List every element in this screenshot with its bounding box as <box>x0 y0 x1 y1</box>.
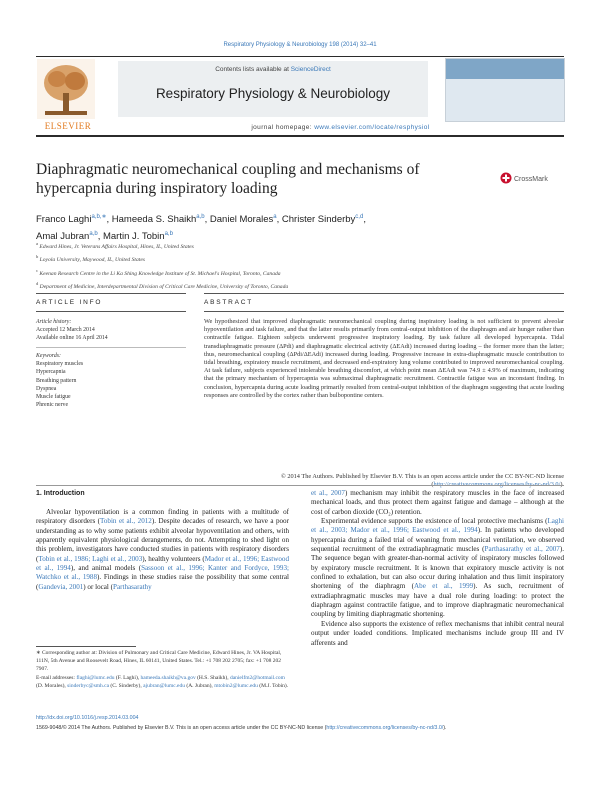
keywords-rule <box>36 347 186 348</box>
journal-homepage <box>118 124 563 131</box>
author-separator: , <box>106 214 112 226</box>
keyword: Dyspnea <box>36 385 57 392</box>
keyword: Muscle fatigue <box>36 394 71 401</box>
intro-paragraph-3 <box>311 620 564 648</box>
author-affiliation-marker[interactable]: a <box>273 214 277 220</box>
text-run: ). In patients who developed hypercapnia during a failed trial of weaning from mechanical ventilation, we observed sequential recruitment of the extradiaphragmatic muscles ( <box>311 526 564 554</box>
article-info-heading: ARTICLE INFO <box>36 299 103 306</box>
email-link[interactable]: mtobin2@lumc.edu <box>214 682 258 689</box>
keywords-block <box>36 352 176 409</box>
doi-link[interactable]: http://dx.doi.org/10.1016/j.resp.2014.03.004 <box>36 715 139 721</box>
keywords-label: Keywords: <box>36 353 61 359</box>
elsevier-tree-logo <box>37 59 95 119</box>
text-run: ) mechanism may inhibit the respiratory muscles in the face of increased mechanical loads, and thus protect them against fatigue and damage – although at the cost of carbon dioxide (CO₂) retention. <box>311 489 565 516</box>
email-link[interactable]: danielfm2@hotmail.com <box>229 674 285 681</box>
citation-link[interactable]: Sassoon et al., 1996; Kanter and Fordyce, 1993; Watchko et al., 1988 <box>36 564 289 582</box>
email-link[interactable]: flaghi@lumc.edu <box>76 674 115 681</box>
journal-cover-image <box>445 58 565 122</box>
email-link[interactable]: hameeda.shaikh@va.gov <box>140 674 196 681</box>
corresponding-author-note: ∗ Corresponding author at: Division of Pulmonary and Critical Care Medicine, Edward Hines, Jr. VA Hospital, 111N, 5th Avenue and Roosevelt Road, Hines, IL 60141, United States. Tel.: +1 708 202 2705; fax: +1 708 202 7907. <box>36 650 282 673</box>
abstract-license <box>204 473 564 489</box>
abstract-text: We hypothesized that improved diaphragmatic neuromechanical coupling during inspiratory loading is not sufficient to prevent alveolar hypoventilation and task failure, and that the latter results primarily from central-output inhibition of the diaphragm and air hunger rather than contractile fatigue. Eighteen subjects underwent progressive inspiratory loading. By task failure all developed hypercapnia. Tidal transdiaphragmatic pressure (ΔPdi) and diaphragmatic electrical activity (ΔEAdi) increased during loading – the former more than the latter; thus, neuromechanical coupling (ΔPdi/ΔEAdi) increased during loading. Progressive increase in extra-diaphragmatic muscle contribution to tidal breathing, expiratory muscle recruitment, and decreased end-expiratory lung volume contributed to improved neuromechanical coupling. At task failure, subjects experienced intolerable breathing discomfort, at which point mean ΔEAdi was 74.9 ± 4.9% of maximum, indicating that the primary mechanism of hypercapnia was submaximal diaphragmatic recruitment. Contractile fatigue was an inconstant finding. In conclusion, hypercapnia during acute loading primarily resulted from central-output inhibition of the diaphragm suggesting that acute loading responses are controlled by the cortex rather than bulbopontine centers. <box>204 318 564 399</box>
text-run: ) or local ( <box>83 582 114 591</box>
text-run: ), healthy volunteers ( <box>142 554 205 563</box>
affiliation-text: Keenan Research Centre in the Li Ka Shing Knowledge Institute of St. Michael's Hospital, Toronto, Canada <box>38 270 281 277</box>
text-run: (M.J. Tobin). <box>257 682 289 689</box>
abstract-rule <box>204 293 564 294</box>
affiliation-marker: a <box>36 241 38 246</box>
rights-close: ). <box>443 725 447 731</box>
intro-left-column <box>36 508 289 592</box>
citation-link[interactable]: et al., 2007 <box>311 489 345 497</box>
text-run: ), and animal models ( <box>70 564 142 573</box>
rights-statement <box>36 725 564 731</box>
author-affiliation-marker[interactable]: a,b <box>196 214 205 220</box>
intro-paragraph-1 <box>36 508 289 592</box>
keyword: Respiratory muscles <box>36 361 84 368</box>
author-affiliation-marker[interactable]: a,b <box>89 231 98 238</box>
author-affiliation-marker[interactable]: a,b <box>164 231 173 238</box>
text-run: E-mail addresses: <box>36 674 77 681</box>
author-separator: , <box>276 214 282 226</box>
footnotes <box>36 649 289 690</box>
email-addresses <box>36 674 289 690</box>
affiliation-text: Loyola University, Maywood, IL, United States <box>38 257 145 264</box>
sciencedirect-link[interactable]: ScienceDirect <box>290 66 331 73</box>
affiliation-text: Edward Hines, Jr. Veterans Affairs Hospital, Hines, IL, United States <box>38 243 194 250</box>
accepted-date: Accepted 12 March 2014 <box>36 327 95 334</box>
introduction-heading: 1. Introduction <box>36 490 85 497</box>
author-name: Hameeda S. Shaikh <box>111 214 197 226</box>
homepage-label: journal homepage: <box>251 124 315 131</box>
text-run: (A. Jubran), <box>185 682 215 689</box>
contents-availability <box>118 66 428 73</box>
affiliation-list <box>36 239 556 292</box>
online-date: Available online 16 April 2014 <box>36 335 108 342</box>
text-run: (F. Laghi), <box>114 674 141 681</box>
masthead-rule <box>36 135 564 137</box>
crossmark-icon[interactable] <box>500 172 560 184</box>
affiliation-marker: d <box>36 281 39 287</box>
footnote-rule <box>36 646 136 647</box>
affiliation-marker: b <box>36 254 39 260</box>
journal-citation: Respiratory Physiology & Neurobiology 198 (2014) 32–41 <box>223 42 377 48</box>
article-info-rule <box>36 293 186 294</box>
author-affiliation-marker[interactable]: a,b,∗ <box>91 214 107 220</box>
author-separator: , <box>363 214 366 226</box>
article-info-subrule <box>36 311 186 312</box>
author-name: Christer Sinderby <box>281 214 356 226</box>
homepage-link[interactable]: www.elsevier.com/locate/resphysiol <box>314 124 430 131</box>
citation-link[interactable]: Gandevia, 2001 <box>38 582 84 591</box>
publisher-name: ELSEVIER <box>44 121 92 131</box>
author-name: Martin J. Tobin <box>102 231 165 243</box>
text-run: (C. Sinderby), <box>109 682 144 689</box>
citation-link[interactable]: Mador et al., 1996; Eastwood et al., 1994 <box>36 554 290 573</box>
text-run: Evidence also supports the existence of reflex mechanisms that inhibit central neural output under loaded conditions. Implicated mechanisms include group III and IV afferents and <box>311 619 564 647</box>
text-run: Alveolar hypoventilation is a common finding in patients with a multitude of respiratory disorders ( <box>36 508 289 526</box>
text-run: (H.S. Shaikh), <box>195 674 230 681</box>
citation-link[interactable]: Parthasarathy <box>113 582 152 591</box>
abstract-bottom-rule <box>36 485 564 486</box>
keyword: Breathing pattern <box>36 377 77 384</box>
license-text: © 2014 The Authors. Published by Elsevier B.V. This is an open access article under the CC BY-NC-ND license <box>280 473 564 480</box>
affiliation <box>36 279 556 292</box>
text-run: ). Despite decades of research, we have a poor understanding as to why some patients exhibit alveolar hypoventilation and others, with apparently equivalent physiological derangements, do not. Attempting to shed light on this problem, investigators have conducted studies in patients with respiratory disorders ( <box>36 517 289 563</box>
text-run: ). The sequence began with greater-than-normal activity of inspiratory muscles followed by expiratory muscle recruitment. It is known that expiratory muscle activity is not confined to exhalation, but can also occur during inhalation and thus limit inspiratory shortening of the diaphragm ( <box>311 545 564 591</box>
history-label: Article history: <box>36 319 72 325</box>
affiliation-marker: c <box>36 267 38 273</box>
text-run: ). As such, recruitment of extradiaphragmatic muscles may have a dual role during loading: to protect the diaphragm against contractile fatigue, and to improve diaphragmatic neuromechanical coupling by limiting diaphragmatic shortening. <box>311 582 564 619</box>
citation-link[interactable]: Abe et al., 1999 <box>414 582 474 591</box>
email-link[interactable]: ajubran@lumc.edu <box>143 682 185 689</box>
contents-prefix: Contents lists available at <box>215 66 291 73</box>
journal-title: Respiratory Physiology & Neurobiology <box>155 86 391 101</box>
author-separator: , <box>204 214 210 226</box>
email-link[interactable]: sinderbyc@smh.ca <box>67 682 110 689</box>
intro-paragraph-2 <box>311 517 564 620</box>
text-run: ). Findings in these studies raise the possibility that some central ( <box>36 573 289 591</box>
author-name: Franco Laghi <box>36 214 92 226</box>
keyword: Phrenic nerve <box>36 402 69 409</box>
rights-text: 1569-9048/© 2014 The Authors. Published by Elsevier B.V. This is an open access article under the CC BY-NC-ND license ( <box>36 725 327 731</box>
author-separator: , <box>97 231 103 243</box>
author-name: Amal Jubran <box>36 231 90 243</box>
intro-paragraph-1-continued <box>311 489 564 517</box>
author-affiliation-marker[interactable]: c,d <box>355 214 364 220</box>
affiliation <box>36 239 556 252</box>
rights-license-link[interactable]: http://creativecommons.org/licenses/by-nc-nd/3.0/ <box>326 725 444 731</box>
affiliation <box>36 266 556 279</box>
abstract-subrule <box>204 311 564 312</box>
citation-link[interactable]: Tobin et al., 1986; Laghi et al., 2003 <box>38 554 143 563</box>
author-name: Daniel Morales <box>209 214 274 226</box>
affiliation-text: Department of Medicine, Interdepartmental Division of Critical Care Medicine, University of Toronto, Canada <box>38 283 289 290</box>
text-run: Experimental evidence supports the existence of local protective mechanisms ( <box>321 517 548 526</box>
intro-right-column <box>311 489 564 648</box>
header-rule <box>36 56 564 57</box>
citation-link[interactable]: Parthasarathy et al., 2007 <box>484 545 560 554</box>
citation-link[interactable]: Tobin et al., 2012 <box>100 517 152 526</box>
abstract-heading: ABSTRACT <box>204 299 254 306</box>
keyword: Hypercapnia <box>36 369 66 376</box>
article-title: Diaphragmatic neuromechanical coupling and mechanisms of hypercapnia during inspiratory loading <box>36 161 420 197</box>
article-history <box>36 318 176 343</box>
affiliation <box>36 252 556 265</box>
citation-link[interactable]: Laghi et al., 2003; Mador et al., 1996; Eastwood et al., 1994 <box>311 517 564 535</box>
crossmark-label: CrossMark <box>514 176 548 183</box>
text-run: (D. Morales), <box>36 682 68 689</box>
